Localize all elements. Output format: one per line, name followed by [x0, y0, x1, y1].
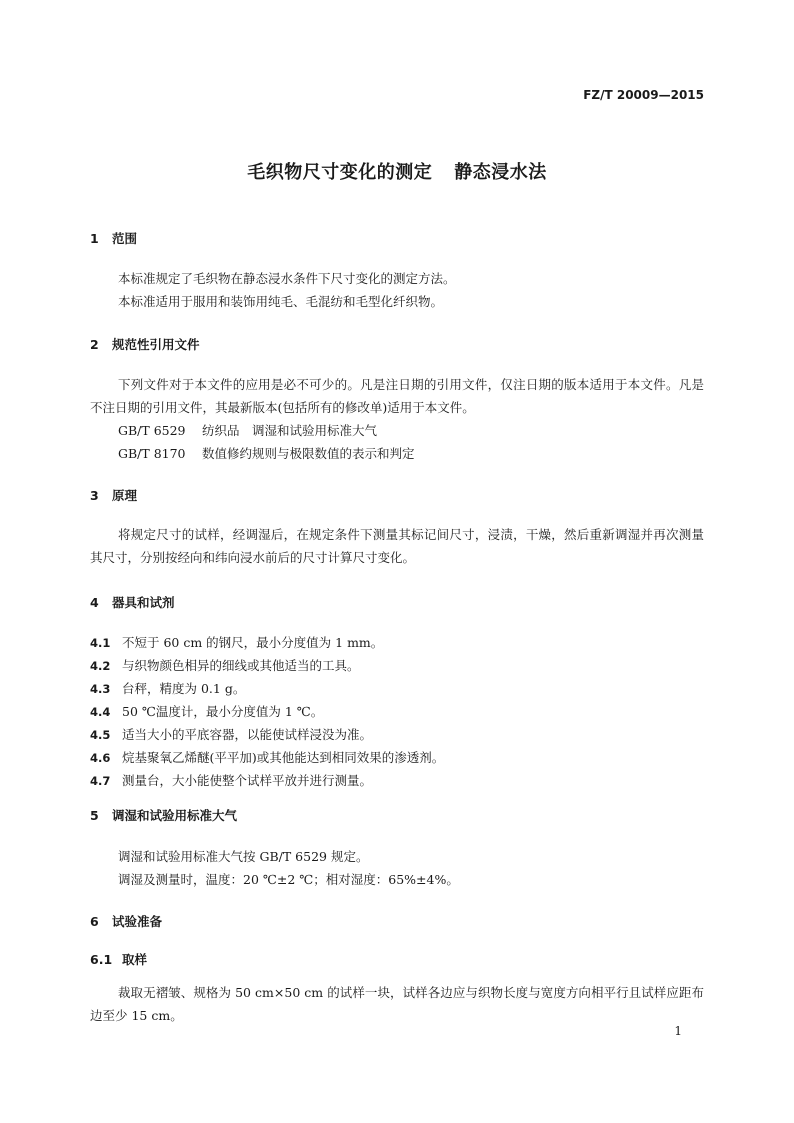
list-item	[90, 679, 245, 697]
section-title: 试验准备	[112, 914, 163, 929]
item-number: 4.5	[90, 728, 111, 742]
item-text: 烷基聚氧乙烯醚(平平加)或其他能达到相同效果的渗透剂。	[122, 750, 445, 765]
list-item	[90, 725, 372, 743]
section-1-paragraph-1: 本标准规定了毛织物在静态浸水条件下尺寸变化的测定方法。	[118, 271, 456, 286]
title-sub: 静态浸水法	[454, 162, 547, 183]
item-number: 4.7	[90, 774, 111, 788]
list-item	[90, 656, 360, 674]
title-main: 毛织物尺寸变化的测定	[247, 162, 433, 183]
subsection-6-1-heading	[90, 950, 147, 968]
section-title: 调湿和试验用标准大气	[112, 808, 238, 823]
standard-number: FZ/T 20009—2015	[583, 88, 704, 102]
section-1-heading	[90, 229, 137, 247]
item-text: 50 ℃温度计，最小分度值为 1 ℃。	[122, 704, 324, 719]
section-5-paragraph-1: 调湿和试验用标准大气按 GB/T 6529 规定。	[118, 849, 369, 864]
section-3-heading	[90, 486, 137, 504]
subsection-6-1-paragraph-1: 裁取无褶皱、规格为 50 cm×50 cm 的试样一块，试样各边应与织物长度与宽度方向相平行且试样应距布边至少 15 cm。	[90, 985, 704, 1023]
section-4-heading	[90, 593, 175, 611]
item-number: 4.6	[90, 751, 111, 765]
item-text: 台秤，精度为 0.1 g。	[122, 681, 246, 696]
item-number: 4.2	[90, 659, 111, 673]
section-number: 6	[90, 914, 99, 929]
reference-title: 数值修约规则与极限数值的表示和判定	[202, 446, 415, 461]
section-number: 2	[90, 337, 99, 352]
section-number: 1	[90, 231, 99, 246]
item-number: 4.1	[90, 636, 111, 650]
reference-title: 纺织品 调湿和试验用标准大气	[202, 423, 378, 438]
subsection-number: 6.1	[90, 952, 113, 967]
list-item	[90, 771, 372, 789]
section-title: 范围	[112, 231, 138, 246]
item-text: 不短于 60 cm 的钢尺，最小分度值为 1 mm。	[122, 635, 384, 650]
section-1-paragraph-2: 本标准适用于服用和装饰用纯毛、毛混纺和毛型化纤织物。	[118, 294, 444, 309]
item-text: 适当大小的平底容器，以能使试样浸没为准。	[122, 727, 373, 742]
reference-code: GB/T 6529	[118, 423, 186, 438]
reference-item	[118, 419, 377, 442]
section-number: 3	[90, 488, 99, 503]
section-title: 器具和试剂	[112, 595, 175, 610]
list-item	[90, 702, 323, 720]
section-2-heading	[90, 335, 200, 353]
section-title: 规范性引用文件	[112, 337, 200, 352]
section-6-heading	[90, 912, 162, 930]
section-2-paragraph-1: 下列文件对于本文件的应用是必不可少的。凡是注日期的引用文件，仅注日期的版本适用于本文件。凡是不注日期的引用文件，其最新版本(包括所有的修改单)适用于本文件。	[90, 377, 704, 415]
subsection-title: 取样	[122, 952, 148, 967]
section-3-paragraph-1: 将规定尺寸的试样，经调湿后，在规定条件下测量其标记间尺寸，浸渍，干燥，然后重新调湿并再次测量其尺寸，分别按经向和纬向浸水前后的尺寸计算尺寸变化。	[90, 527, 704, 565]
page-number: 1	[674, 1024, 682, 1038]
reference-code: GB/T 8170	[118, 446, 186, 461]
section-5-heading	[90, 806, 237, 824]
section-number: 4	[90, 595, 99, 610]
section-title: 原理	[112, 488, 138, 503]
reference-item	[118, 442, 415, 465]
item-text: 测量台，大小能使整个试样平放并进行测量。	[122, 773, 373, 788]
item-text: 与织物颜色相异的细线或其他适当的工具。	[122, 658, 360, 673]
section-number: 5	[90, 808, 99, 823]
page-title	[0, 158, 794, 184]
list-item	[90, 633, 383, 651]
section-5-paragraph-2: 调湿及测量时，温度：20 ℃±2 ℃；相对湿度：65%±4%。	[118, 872, 459, 887]
item-number: 4.4	[90, 705, 111, 719]
item-number: 4.3	[90, 682, 111, 696]
list-item	[90, 748, 444, 766]
